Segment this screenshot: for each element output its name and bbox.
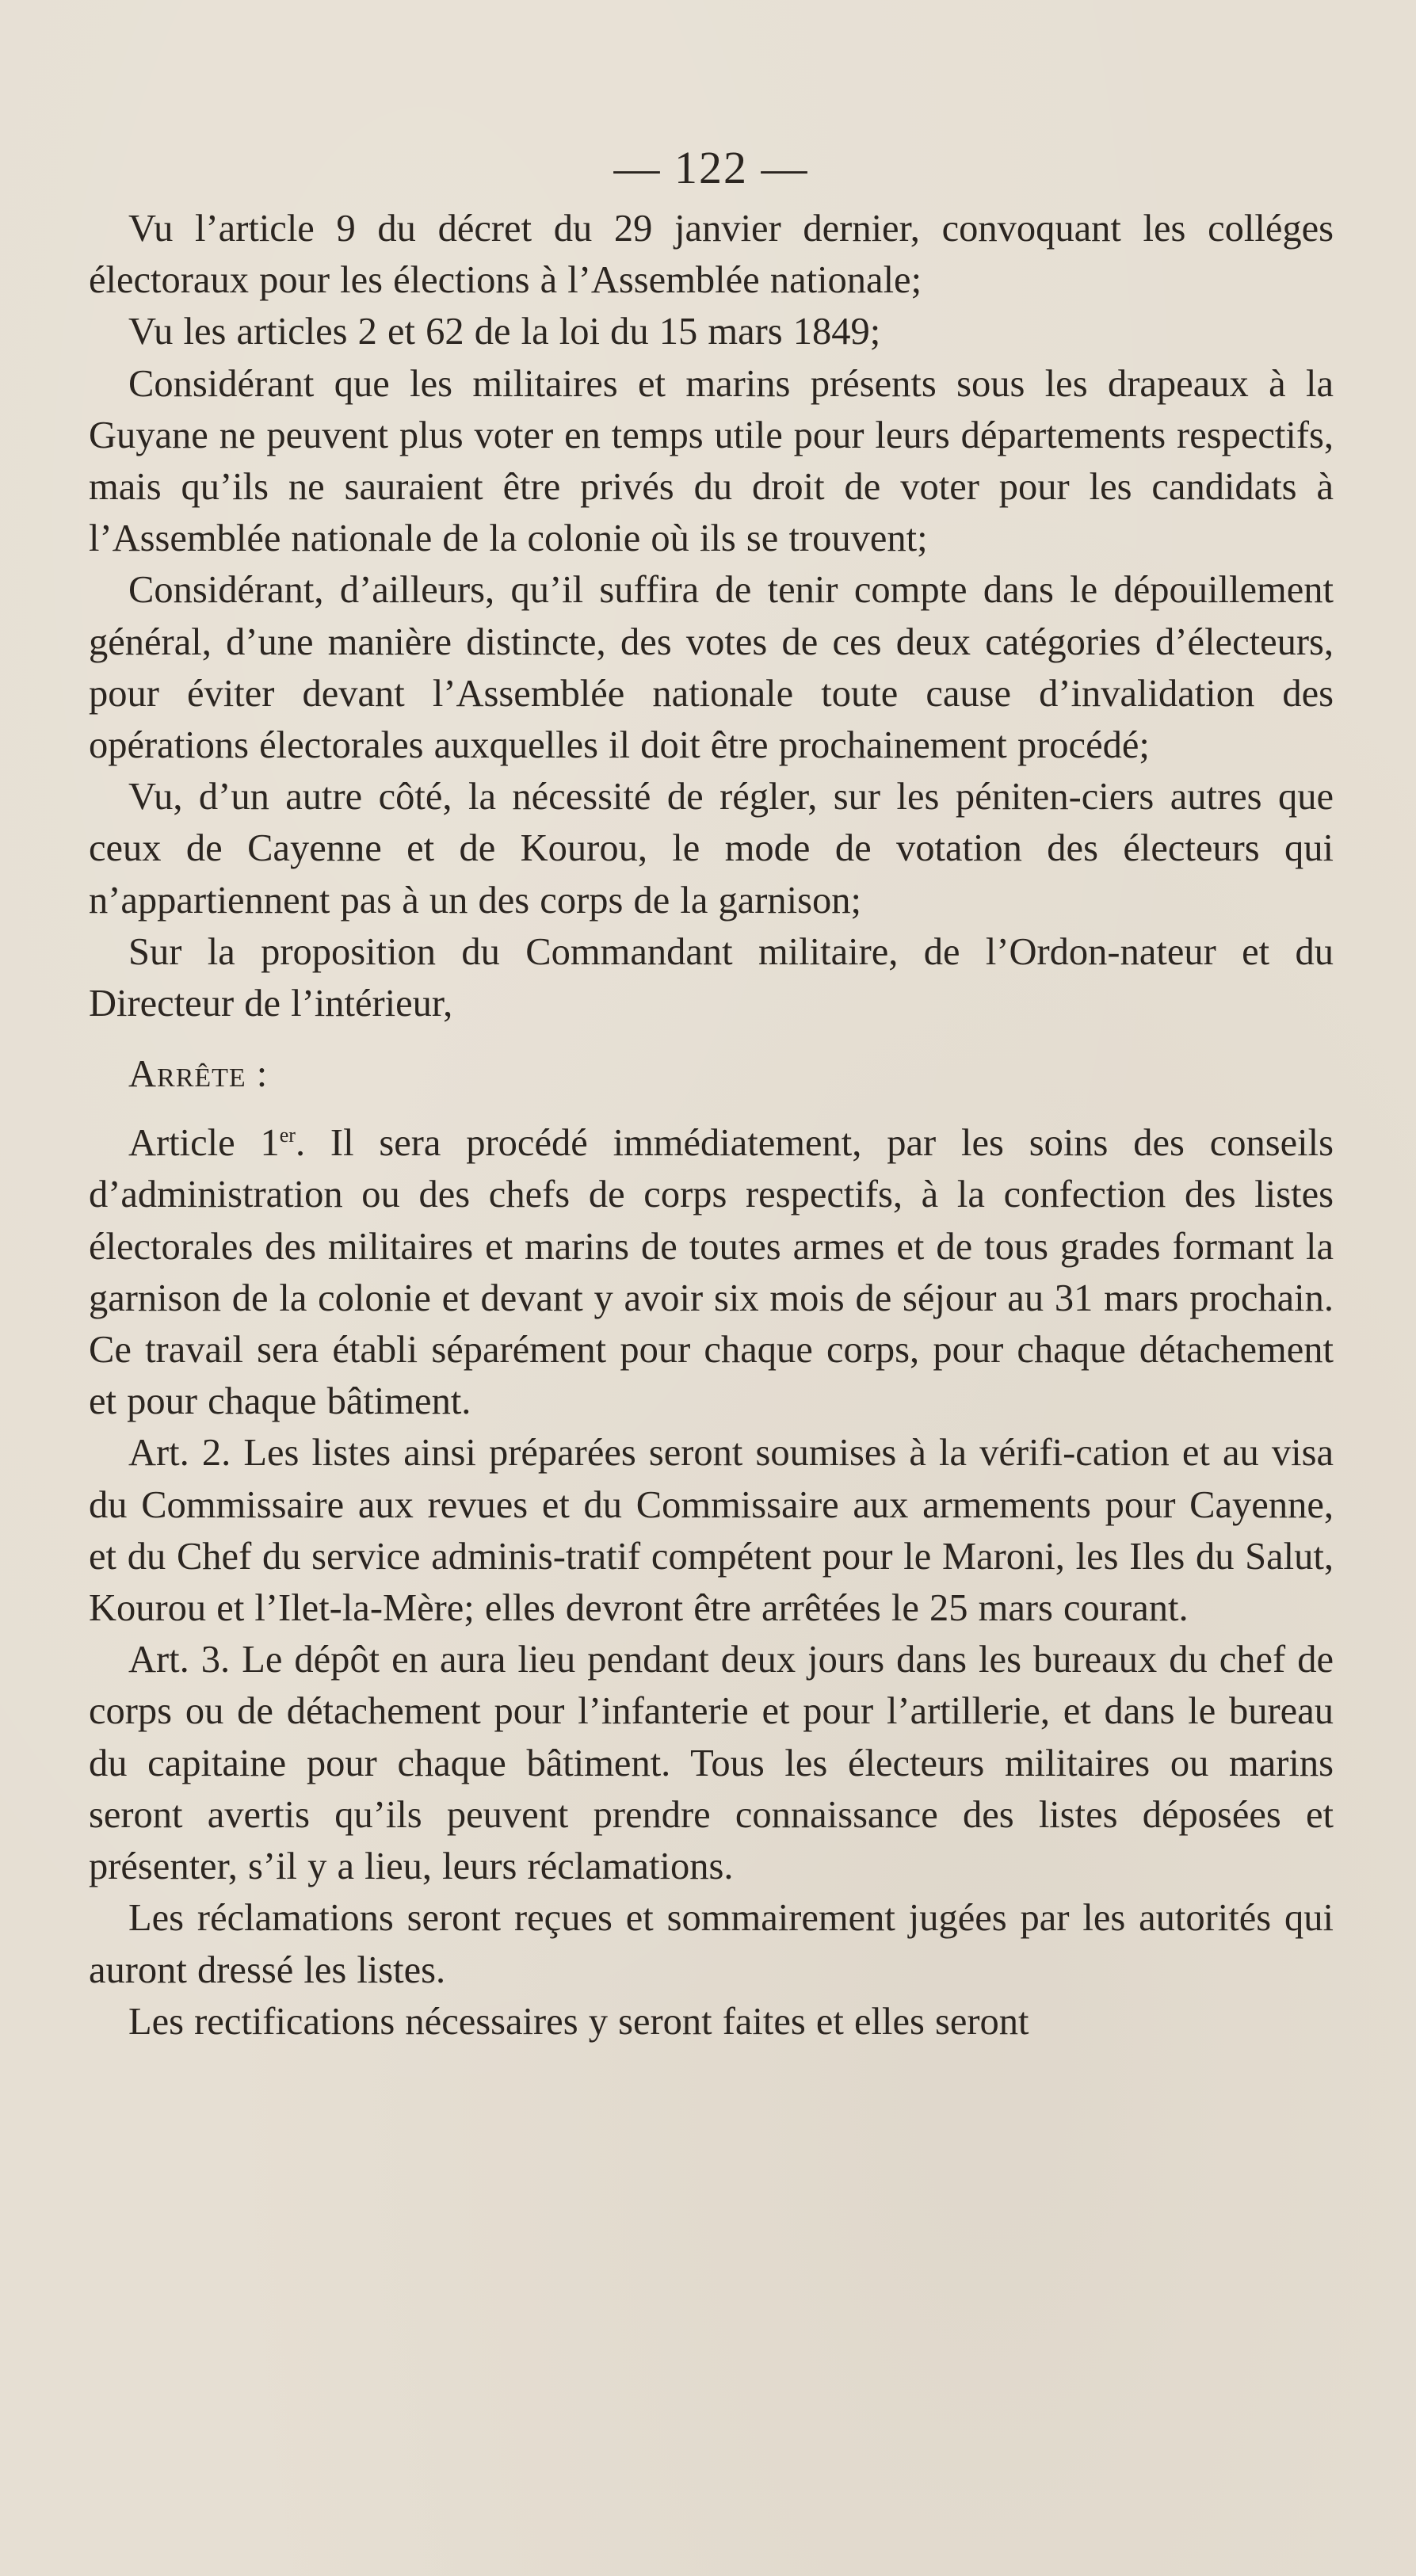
article-1-prefix: Article 1 [128, 1122, 280, 1165]
article-3: Art. 3. Le dépôt en aura lieu pendant deux jours dans les bureaux du chef de corps ou de détachement pour l’infanterie et pour l’artillerie, et dans le bureau du capitaine pour chaque bâtiment. Tous les électeurs militaires ou marins seront avertis qu’ils peuvent prendre connaissance des listes déposées et présenter, s’il y a lieu, leurs réclamations. [89, 1639, 1334, 1888]
paragraph-rectifications: Les rectifications nécessaires y seront faites et elles seront [128, 2000, 1029, 2043]
paragraph-vu-article-9: Vu l’article 9 du décret du 29 janvier dernier, convoquant les colléges électoraux pour les élections à l’Assemblée nationale; [89, 208, 1334, 302]
page-number: — 122 — [613, 142, 809, 193]
paragraph-reclamations: Les réclamations seront reçues et sommairement jugées par les autorités qui auront dressé les listes. [89, 1897, 1334, 1991]
article-1 [89, 1117, 1334, 1427]
arrete-heading: Arrête : [128, 1053, 269, 1096]
paragraph-sur-la-proposition: Sur la proposition du Commandant militaire, de l’Ordon-nateur et du Directeur de l’intérieur, [89, 930, 1334, 1025]
document-body [89, 203, 1334, 2047]
paragraph-considerant-depouillement: Considérant, d’ailleurs, qu’il suffira de tenir compte dans le dépouillement général, d’une manière distincte, des votes de ces deux catégories d’électeurs, pour éviter devant l’Assemblée nationale toute cause d’invalidation des opérations électorales auxquelles il doit être prochainement procédé; [89, 569, 1334, 767]
paragraph-vu-penitenciers: Vu, d’un autre côté, la nécessité de régler, sur les péniten-ciers autres que ceux de Cayenne et de Kourou, le mode de votation des électeurs qui n’appartiennent pas à un des corps de la garnison; [89, 776, 1334, 922]
paragraph-considerant-militaires: Considérant que les militaires et marins présents sous les drapeaux à la Guyane ne peuvent plus voter en temps utile pour leurs départements respectifs, mais qu’ils ne sauraient être privés du droit de voter pour les candidats à l’Assemblée nationale de la colonie où ils se trouvent; [89, 362, 1334, 560]
paragraph-vu-articles-2-62: Vu les articles 2 et 62 de la loi du 15 mars 1849; [128, 311, 881, 353]
article-2: Art. 2. Les listes ainsi préparées seront soumises à la vérifi-cation et au visa du Commissaire aux revues et du Commissaire aux armements pour Cayenne, et du Chef du service adminis-tratif compétent pour le Maroni, les Iles du Salut, Kourou et l’Ilet-la-Mère; elles devront être arrêtées le 25 mars courant. [89, 1432, 1334, 1630]
article-1-text: . Il sera procédé immédiatement, par les soins des conseils d’administration ou des chefs de corps respectifs, à la confection des listes électorales des militaires et marins de toutes armes et de tous grades formant la garnison de la colonie et devant y avoir six mois de séjour au 31 mars prochain. Ce travail sera établi séparément pour chaque corps, pour chaque détachement et pour chaque bâtiment. [89, 1122, 1334, 1423]
article-1-superscript: er [279, 1124, 296, 1147]
